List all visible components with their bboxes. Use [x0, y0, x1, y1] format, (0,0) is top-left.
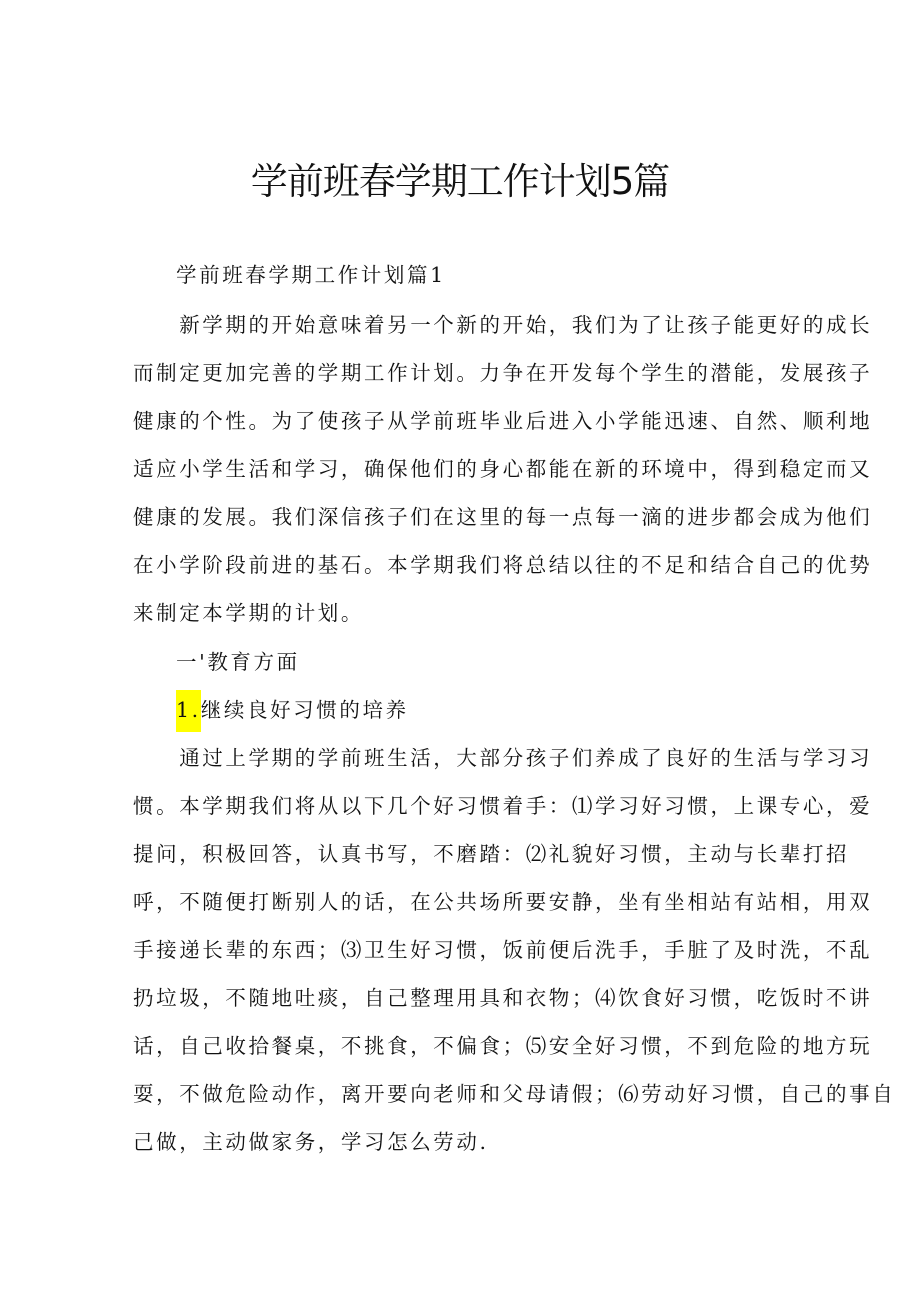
paragraph-line: 健康的个性。为了使孩子从学前班毕业后进入小学能迅速、自然、顺利地: [133, 409, 873, 433]
list-item-heading: [176, 686, 409, 734]
list-item-heading-text: 继续良好习惯的培养: [200, 698, 409, 722]
paragraph-line: 话，自己收拾餐桌，不挑食，不偏食；⑸安全好习惯，不到危险的地方玩: [133, 1034, 873, 1058]
paragraph-intro: [133, 301, 873, 637]
paragraph-line: 己做，主动做家务，学习怎么劳动.: [133, 1130, 489, 1154]
paragraph-habits: [133, 734, 896, 1166]
section-heading-education: 一'教育方面: [176, 650, 300, 674]
paragraph-line: 来制定本学期的计划。: [133, 601, 364, 625]
paragraph-line: 手接递长辈的东西；⑶卫生好习惯，饭前便后洗手，手脏了及时洗，不乱: [133, 938, 873, 962]
paragraph-line: 惯。本学期我们将从以下几个好习惯着手：⑴学习好习惯，上课专心，爱: [133, 794, 873, 818]
paragraph-line: 耍，不做危险动作，离开要向老师和父母请假；⑹劳动好习惯，自己的事自: [133, 1082, 896, 1106]
paragraph-line: 新学期的开始意味着另一个新的开始，我们为了让孩子能更好的成长: [133, 313, 873, 337]
document-title: 学前班春学期工作计划5篇: [250, 160, 670, 203]
highlighted-number: 1.: [176, 690, 201, 732]
paragraph-line: 通过上学期的学前班生活，大部分孩子们养成了良好的生活与学习习: [133, 746, 873, 770]
paragraph-line: 在小学阶段前进的基石。本学期我们将总结以往的不足和结合自己的优势: [133, 553, 873, 577]
section-subtitle: 学前班春学期工作计划篇1: [176, 263, 446, 287]
paragraph-line: 而制定更加完善的学期工作计划。力争在开发每个学生的潜能，发展孩子: [133, 361, 873, 385]
paragraph-line: 健康的发展。我们深信孩子们在这里的每一点每一滴的进步都会成为他们: [133, 505, 873, 529]
paragraph-line: 适应小学生活和学习，确保他们的身心都能在新的环境中，得到稳定而又: [133, 457, 873, 481]
paragraph-line: 提问，积极回答，认真书写，不磨踏：⑵礼貌好习惯，主动与长辈打招: [133, 842, 850, 866]
paragraph-line: 扔垃圾，不随地吐痰，自己整理用具和衣物；⑷饮食好习惯，吃饭时不讲: [133, 986, 873, 1010]
paragraph-line: 呼，不随便打断别人的话，在公共场所要安静，坐有坐相站有站相，用双: [133, 890, 873, 914]
